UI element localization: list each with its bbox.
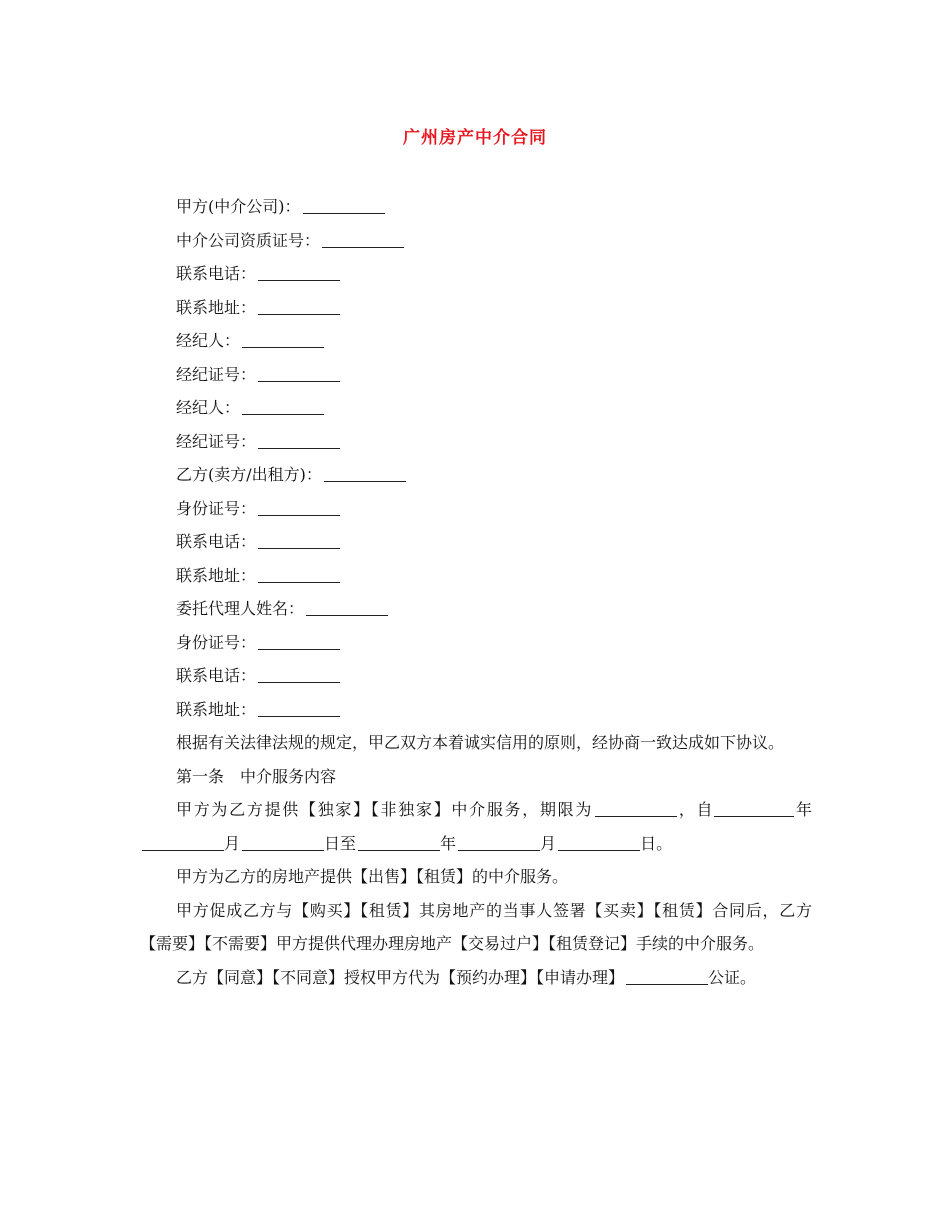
field-label: 委托代理人姓名：: [176, 599, 305, 618]
text-segment: 年: [440, 833, 457, 853]
blank-line: [242, 833, 324, 851]
field-label: 经纪证号：: [176, 364, 257, 384]
form-field-row: [140, 324, 812, 358]
article-1-paragraph-3: 甲方促成乙方与【购买】【租赁】其房地产的当事人签署【买卖】【租赁】合同后，乙方【需要】【不需要】甲方提供代理办理房地产【交易过户】【租赁登记】手续的中介服务。: [140, 900, 812, 953]
party-fields: [140, 190, 812, 726]
article-1-paragraph-4: [140, 961, 812, 995]
field-label: 经纪证号：: [176, 431, 257, 451]
field-blank-line: [258, 498, 340, 516]
document-title: 广州房产中介合同: [403, 128, 547, 148]
form-field-row: [140, 659, 812, 693]
blank-line: [458, 833, 540, 851]
blank-line: [358, 833, 440, 851]
field-blank-line: [258, 699, 340, 717]
field-blank-line: [258, 431, 340, 449]
field-blank-line: [242, 330, 324, 348]
field-label: 经纪人：: [176, 331, 241, 350]
text-segment: 月: [540, 833, 557, 853]
form-field-row: [140, 291, 812, 325]
field-blank-line: [258, 665, 340, 683]
form-field-row: [140, 190, 812, 224]
form-field-row: [140, 358, 812, 392]
form-field-row: [140, 525, 812, 559]
field-label: 联系地址：: [176, 297, 257, 317]
field-label: 甲方(中介公司)：: [176, 197, 301, 216]
field-blank-line: [306, 598, 388, 616]
blank-line: [714, 799, 778, 817]
field-blank-line: [303, 196, 385, 214]
field-label: 乙方(卖方/出租方)：: [176, 465, 322, 484]
field-label: 中介公司资质证号：: [176, 230, 321, 250]
form-field-row: [140, 592, 812, 626]
field-blank-line: [258, 297, 340, 315]
blank-line: [558, 833, 640, 851]
form-field-row: [140, 559, 812, 593]
blank-line: [778, 799, 794, 817]
text-segment: 日。: [640, 833, 673, 853]
text-segment: 公证。: [708, 967, 757, 987]
form-field-row: [140, 391, 812, 425]
form-field-row: [140, 224, 812, 258]
field-blank-line: [258, 632, 340, 650]
field-label: 经纪人：: [176, 398, 241, 417]
text-segment: 年: [794, 800, 812, 819]
field-blank-line: [258, 531, 340, 549]
text-segment: 乙方【同意】【不同意】授权甲方代为【预约办理】【申请办理】: [176, 967, 625, 987]
form-field-row: [140, 492, 812, 526]
blank-line: [595, 799, 677, 817]
form-field-row: [140, 458, 812, 492]
field-blank-line: [242, 397, 324, 415]
text-segment: 甲方为乙方提供【独家】【非独家】中介服务，期限为: [176, 800, 594, 819]
blank-line: [142, 833, 224, 851]
field-blank-line: [258, 565, 340, 583]
field-label: 联系地址：: [176, 699, 257, 719]
field-blank-line: [324, 464, 406, 482]
text-segment: 月: [224, 833, 241, 853]
field-blank-line: [258, 364, 340, 382]
field-label: 联系地址：: [176, 565, 257, 585]
field-blank-line: [322, 230, 404, 248]
form-field-row: [140, 693, 812, 727]
field-label: 联系电话：: [176, 666, 257, 685]
document-body: [140, 190, 812, 994]
form-field-row: [140, 626, 812, 660]
blank-line: [626, 967, 708, 985]
article-1-heading: 第一条 中介服务内容: [176, 766, 337, 786]
field-label: 身份证号：: [176, 498, 257, 518]
field-blank-line: [258, 263, 340, 281]
form-field-row: [140, 257, 812, 291]
field-label: 联系电话：: [176, 532, 257, 551]
intro-paragraph: 根据有关法律法规的规定，甲乙双方本着诚实信用的原则，经协商一致达成如下协议。: [176, 733, 785, 752]
text-segment: ，自: [677, 800, 715, 819]
field-label: 身份证号：: [176, 632, 257, 652]
article-1-paragraph-2: 甲方为乙方的房地产提供【出售】【租赁】的中介服务。: [176, 867, 569, 886]
field-label: 联系电话：: [176, 264, 257, 283]
article-1-paragraph-1: [140, 793, 812, 860]
form-field-row: [140, 425, 812, 459]
text-segment: 日至: [324, 833, 357, 853]
